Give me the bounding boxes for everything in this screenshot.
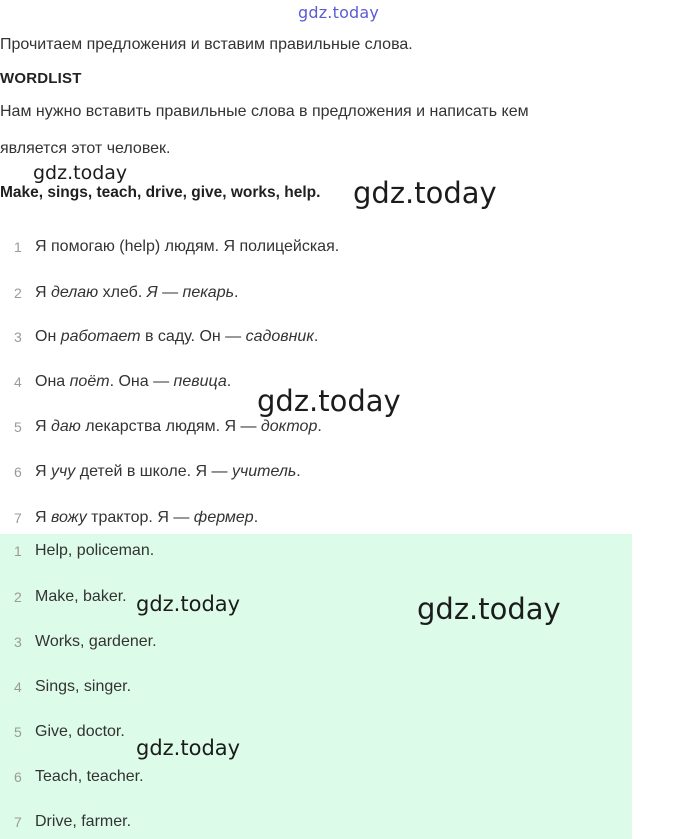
sentence-number: 4 — [14, 374, 22, 390]
sentence-text: Я делаю хлеб. Я — пекарь. — [35, 284, 239, 301]
answer-text: Drive, farmer. — [35, 813, 132, 830]
wordlist-heading: WORDLIST — [0, 70, 82, 87]
watermark: gdz.today — [257, 384, 401, 418]
sentence-number: 6 — [14, 464, 22, 480]
sentence-number: 2 — [14, 285, 22, 301]
answer-text: Give, doctor. — [35, 723, 125, 740]
intro-line-1: Прочитаем предложения и вставим правильные слова. — [0, 36, 413, 53]
watermark: gdz.today — [136, 736, 241, 760]
watermark: gdz.today — [136, 592, 241, 616]
sentence-text: Она поёт. Она — певица. — [35, 373, 232, 390]
intro-line-3: является этот человек. — [0, 140, 171, 157]
answer-number: 2 — [14, 589, 22, 605]
sentence-number: 7 — [14, 510, 22, 526]
answer-number: 6 — [14, 769, 22, 785]
answer-number: 5 — [14, 724, 22, 740]
answer-text: Sings, singer. — [35, 678, 132, 695]
sentence-number: 1 — [14, 239, 22, 255]
intro-line-2: Нам нужно вставить правильные слова в предложения и написать кем — [0, 103, 529, 120]
answer-number: 4 — [14, 679, 22, 695]
sentence-number: 5 — [14, 419, 22, 435]
sentence-text: Я помогаю (help) людям. Я полицейская. — [35, 238, 340, 255]
watermark: gdz.today — [353, 176, 497, 210]
watermark: gdz.today — [33, 162, 128, 184]
answer-number: 1 — [14, 543, 22, 559]
answer-text: Works, gardener. — [35, 633, 157, 650]
answer-text: Help, policeman. — [35, 542, 155, 559]
word-bank: Make, sings, teach, drive, give, works, help. — [0, 184, 321, 201]
answer-text: Teach, teacher. — [35, 768, 144, 785]
sentence-text: Я даю лекарства людям. Я — доктор. — [35, 418, 322, 435]
watermark-top: gdz.today — [298, 3, 380, 22]
answer-number: 7 — [14, 814, 22, 830]
sentence-text: Я учу детей в школе. Я — учитель. — [35, 463, 301, 480]
sentence-text: Я вожу трактор. Я — фермер. — [35, 509, 259, 526]
sentence-number: 3 — [14, 329, 22, 345]
sentence-text: Он работает в саду. Он — садовник. — [35, 328, 319, 345]
watermark: gdz.today — [417, 592, 561, 626]
answer-text: Make, baker. — [35, 588, 127, 605]
answer-number: 3 — [14, 634, 22, 650]
